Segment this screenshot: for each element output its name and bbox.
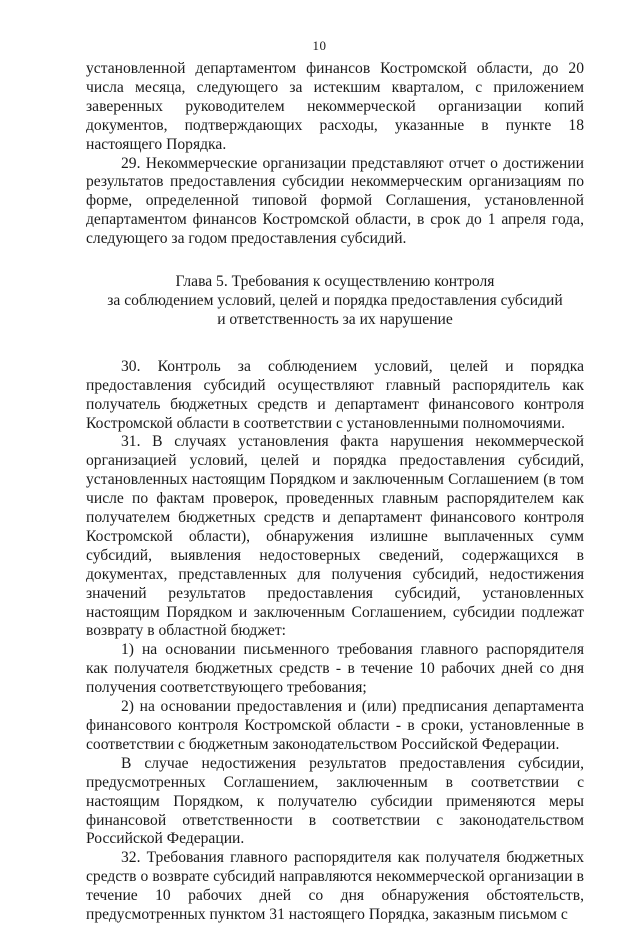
paragraph-30: 30. Контроль за соблюдением условий, целей и порядка предоставления субсидий осуществляют главный распорядитель как получатель бюджетных средств и департамент финансового контроля Костромской области в соответствии с установленными полномочиями. [86,357,584,432]
paragraph-31-note: В случае недостижения результатов предоставления субсидии, предусмотренных Соглашением, заключенным в соответствии с настоящим Порядком, к получателю субсидии применяются меры финансовой ответственности в соответствии с законодательством Российской Федерации. [86,754,584,848]
chapter-heading-line-3: и ответственность за их нарушение [217,310,453,328]
paragraph-continuation: установленной департаментом финансов Костромской области, до 20 числа месяца, следующего за истекшим кварталом, с приложением заверенных руководителем некоммерческой организации копий документов, подтверждающих расходы, указанные в пункте 18 настоящего Порядка. [86,60,584,153]
paragraph-31-item-2: 2) на основании предоставления и (или) предписания департамента финансового контроля Костромской области - в сроки, установленные в соответствии с бюджетным законодательством Российской Федерации. [86,698,584,753]
paragraph-32: 32. Требования главного распорядителя как получателя бюджетных средств о возврате субсидий направляются некоммерческой организации в течение 10 рабочих дней со дня обнаружения обстоятельств, предусмотренных пунктом 31 настоящего Порядка, заказным письмом с [86,849,584,924]
chapter-heading [86,273,584,330]
chapter-heading-line-2: за соблюдением условий, целей и порядка предоставления субсидий [107,291,563,309]
chapter-heading-line-1: Глава 5. Требования к осуществлению контроля [175,273,495,291]
page-number: 10 [312,38,327,53]
paragraph-29: 29. Некоммерческие организации представляют отчет о достижении результатов предоставления субсидии некоммерческим организациям по форме, определенной типовой формой Соглашения, установленной департаментом финансов Костромской области, в срок до 1 апреля года, следующего за годом предоставления субсидий. [86,154,584,248]
paragraph-31-item-1: 1) на основании письменного требования главного распорядителя как получателя бюджетных средств - в течение 10 рабочих дней со дня получения соответствующего требования; [86,641,584,697]
paragraph-31: 31. В случаях установления факта нарушения некоммерческой организацией условий, целей и порядка предоставления субсидий, установленных настоящим Порядком и заключенным Соглашением (в том числе по фактам проверок, проведенных главным распорядителем как получателем бюджетных средств и департамент финансового контроля Костромской области), обнаружения излишне выплаченных сумм субсидий, выявления недостоверных сведений, содержащихся в документах, представленных для получения субсидий, недостижения значений результатов предоставления субсидий, установленных настоящим Порядком и заключенным Соглашением, субсидии подлежат возврату в областной бюджет: [86,433,584,640]
document-body [86,60,584,925]
